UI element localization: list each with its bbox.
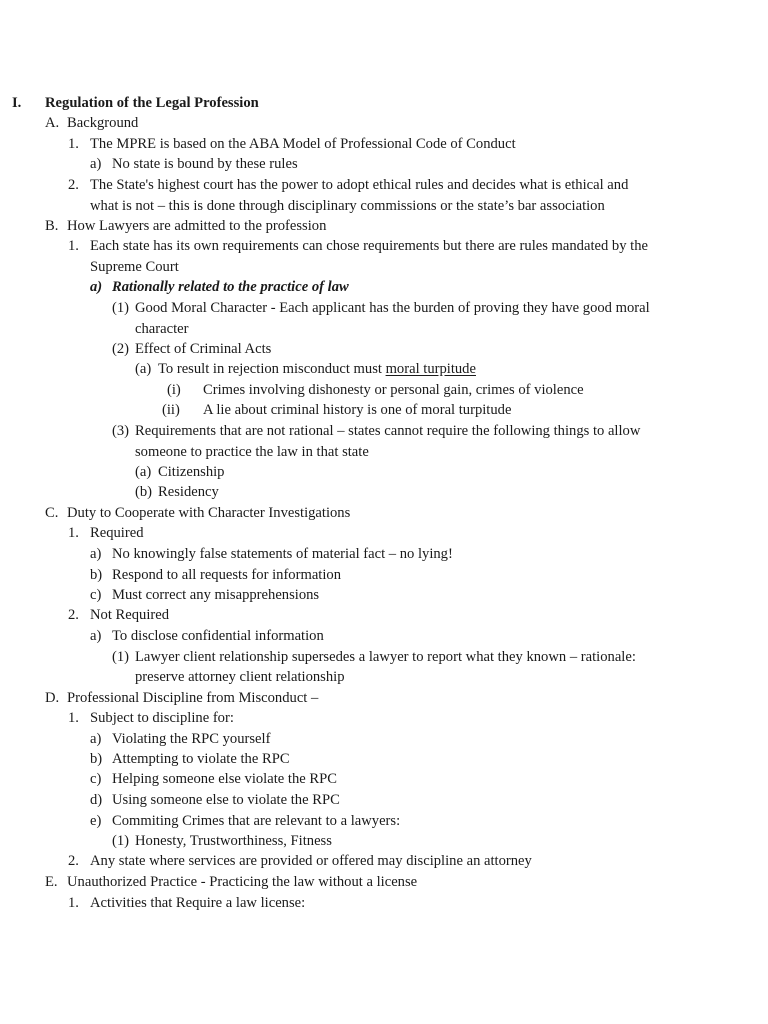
outline-marker: (1) <box>112 833 130 849</box>
outline-continuation: preserve attorney client relationship <box>135 669 345 685</box>
outline-text: Commiting Crimes that are relevant to a lawyers: <box>112 813 401 829</box>
outline-marker: b) <box>90 751 103 767</box>
outline-marker: (b) <box>135 484 153 500</box>
outline-marker: 2. <box>68 607 79 623</box>
outline-marker: C. <box>45 505 59 521</box>
outline-text: No knowingly false statements of material fact – no lying! <box>112 546 453 562</box>
outline-marker: 1. <box>68 895 79 911</box>
outline-text: Subject to discipline for: <box>90 710 234 726</box>
outline-marker: a) <box>90 279 103 295</box>
outline-marker: 1. <box>68 710 79 726</box>
outline-text: Duty to Cooperate with Character Investigations <box>67 505 351 521</box>
outline-text: Not Required <box>90 607 170 623</box>
outline-continuation: character <box>135 321 189 337</box>
outline-text-lead: To result in rejection misconduct must <box>158 361 386 377</box>
outline-marker: (3) <box>112 423 130 439</box>
outline-marker: 1. <box>68 238 79 254</box>
outline-marker: D. <box>45 690 60 706</box>
outline-text: Each state has its own requirements can chose requirements but there are rules mandated by the <box>90 238 649 254</box>
outline-text: A lie about criminal history is one of moral turpitude <box>203 402 512 418</box>
outline-marker: b) <box>90 567 103 583</box>
outline-text: The State's highest court has the power to adopt ethical rules and decides what is ethical and <box>90 177 629 193</box>
outline-marker: (i) <box>167 382 181 398</box>
outline-text: Helping someone else violate the RPC <box>112 771 337 787</box>
outline-continuation: someone to practice the law in that state <box>135 444 369 460</box>
outline-marker: a) <box>90 156 102 172</box>
outline-continuation: Supreme Court <box>90 259 179 275</box>
outline-text: Requirements that are not rational – states cannot require the following things to allow <box>135 423 641 439</box>
outline-marker: a) <box>90 546 102 562</box>
outline-text: Background <box>67 115 139 131</box>
outline-text: Honesty, Trustworthiness, Fitness <box>135 833 332 849</box>
outline-text: Unauthorized Practice - Practicing the law without a license <box>67 874 418 890</box>
outline-marker: 1. <box>68 136 79 152</box>
outline-marker: c) <box>90 771 102 787</box>
outline-marker: e) <box>90 813 102 829</box>
outline-text: Residency <box>158 484 219 500</box>
outline-continuation: what is not – this is done through disciplinary commissions or the state’s bar association <box>90 198 605 214</box>
outline-text: The MPRE is based on the ABA Model of Professional Code of Conduct <box>90 136 516 152</box>
outline-text: To disclose confidential information <box>112 628 324 644</box>
outline-marker: 2. <box>68 853 79 869</box>
outline-marker: (2) <box>112 341 130 357</box>
outline-text: Good Moral Character - Each applicant has the burden of proving they have good moral <box>135 300 650 316</box>
outline-marker: (1) <box>112 649 130 665</box>
outline-text: Activities that Require a law license: <box>90 895 306 911</box>
outline-marker: 2. <box>68 177 79 193</box>
outline-text: Professional Discipline from Misconduct – <box>67 690 319 706</box>
outline-marker: a) <box>90 731 102 747</box>
outline-marker: c) <box>90 587 102 603</box>
outline-text: Lawyer client relationship supersedes a lawyer to report what they known – rationale: <box>135 649 636 665</box>
section-title: Regulation of the Legal Profession <box>45 95 259 111</box>
outline-marker: A. <box>45 115 60 131</box>
outline-text: Required <box>90 525 144 541</box>
outline-text: Crimes involving dishonesty or personal gain, crimes of violence <box>203 382 584 398</box>
outline-text: Rationally related to the practice of law <box>112 279 349 295</box>
outline-marker: B. <box>45 218 59 234</box>
underlined-term: moral turpitude <box>385 361 476 377</box>
outline-marker: E. <box>45 874 58 890</box>
outline-text: Citizenship <box>158 464 225 480</box>
outline-text: Effect of Criminal Acts <box>135 341 272 357</box>
outline-text: Attempting to violate the RPC <box>112 751 290 767</box>
outline-text: How Lawyers are admitted to the profession <box>67 218 327 234</box>
outline-marker: a) <box>90 628 102 644</box>
outline-text: No state is bound by these rules <box>112 156 298 172</box>
outline-marker: (1) <box>112 300 130 316</box>
outline-marker: (ii) <box>162 402 180 418</box>
outline-text <box>158 359 476 379</box>
outline-text: Must correct any misapprehensions <box>112 587 320 603</box>
outline-marker: 1. <box>68 525 79 541</box>
outline-text: Violating the RPC yourself <box>112 731 271 747</box>
outline-marker: I. <box>12 95 22 111</box>
outline-text: Any state where services are provided or offered may discipline an attorney <box>90 853 532 869</box>
outline-marker: (a) <box>135 464 152 480</box>
outline-marker: (a) <box>135 361 152 377</box>
outline-marker: d) <box>90 792 103 808</box>
outline-text: Respond to all requests for information <box>112 567 341 583</box>
outline-text: Using someone else to violate the RPC <box>112 792 340 808</box>
